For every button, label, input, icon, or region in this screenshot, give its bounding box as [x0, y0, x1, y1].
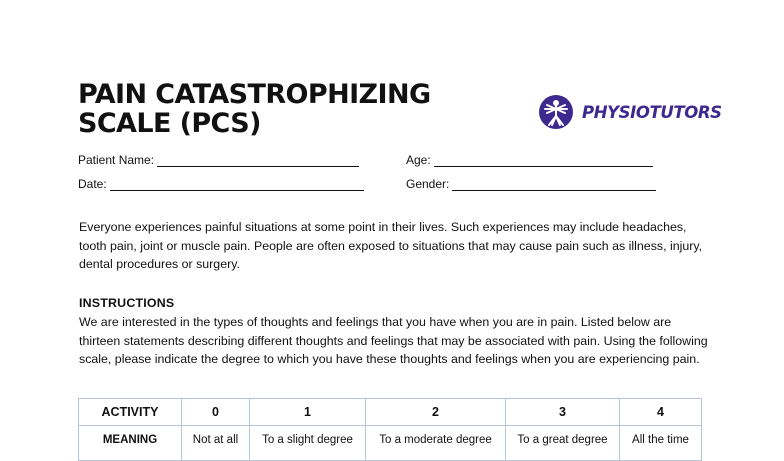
- title-line-2: SCALE (PCS): [78, 108, 261, 139]
- age-label: Age:: [406, 153, 431, 167]
- gender-field[interactable]: [406, 177, 656, 191]
- date-label: Date:: [78, 177, 107, 191]
- meaning-score-2: To a moderate degree: [366, 426, 506, 461]
- meaning-score-4: All the time: [620, 426, 702, 461]
- gender-label: Gender:: [406, 177, 450, 191]
- meaning-score-0: Not at all: [182, 426, 250, 461]
- meaning-score-1: To a slight degree: [250, 426, 366, 461]
- scale-meaning-row: [79, 426, 702, 461]
- header-score-0: 0: [182, 399, 250, 426]
- date-field[interactable]: [78, 177, 364, 191]
- patient-name-label: Patient Name:: [78, 153, 155, 167]
- patient-name-line[interactable]: [157, 155, 359, 167]
- header-score-3: 3: [506, 399, 620, 426]
- document-title: [78, 80, 431, 138]
- date-line[interactable]: [110, 179, 364, 191]
- intro-paragraph: Everyone experiences painful situations at some point in their lives. Such experiences may include headaches, tooth pain, joint or muscle pain. People are often exposed to situations that may cause pain such as illness, injury, dental procedures or surgery.: [79, 220, 703, 271]
- gender-line[interactable]: [452, 179, 656, 191]
- physiotutors-logo: [538, 94, 722, 130]
- scale-header-row: [79, 399, 702, 426]
- logo-wordmark: PHYSIOTUTORS: [582, 102, 722, 122]
- header-score-1: 1: [250, 399, 366, 426]
- meaning-score-3: To a great degree: [506, 426, 620, 461]
- header-score-2: 2: [366, 399, 506, 426]
- age-line[interactable]: [434, 155, 653, 167]
- header-score-4: 4: [620, 399, 702, 426]
- instructions-heading: INSTRUCTIONS: [79, 296, 175, 310]
- header-activity: ACTIVITY: [79, 399, 182, 426]
- vitruvian-man-icon: [538, 94, 574, 130]
- age-field[interactable]: [406, 153, 653, 167]
- rating-scale-table: [78, 398, 702, 461]
- title-line-1: PAIN CATASTROPHIZING: [78, 79, 431, 110]
- patient-name-field[interactable]: [78, 153, 359, 167]
- meaning-label: MEANING: [79, 426, 182, 461]
- instructions-paragraph: We are interested in the types of thoughts and feelings that you have when you are in pain. Listed below are thirteen statements describing different thoughts and feelings that may be associated with pain. Using the following scale, please indicate the degree to which you have these thoughts and feelings when you are experiencing pain.: [79, 315, 708, 366]
